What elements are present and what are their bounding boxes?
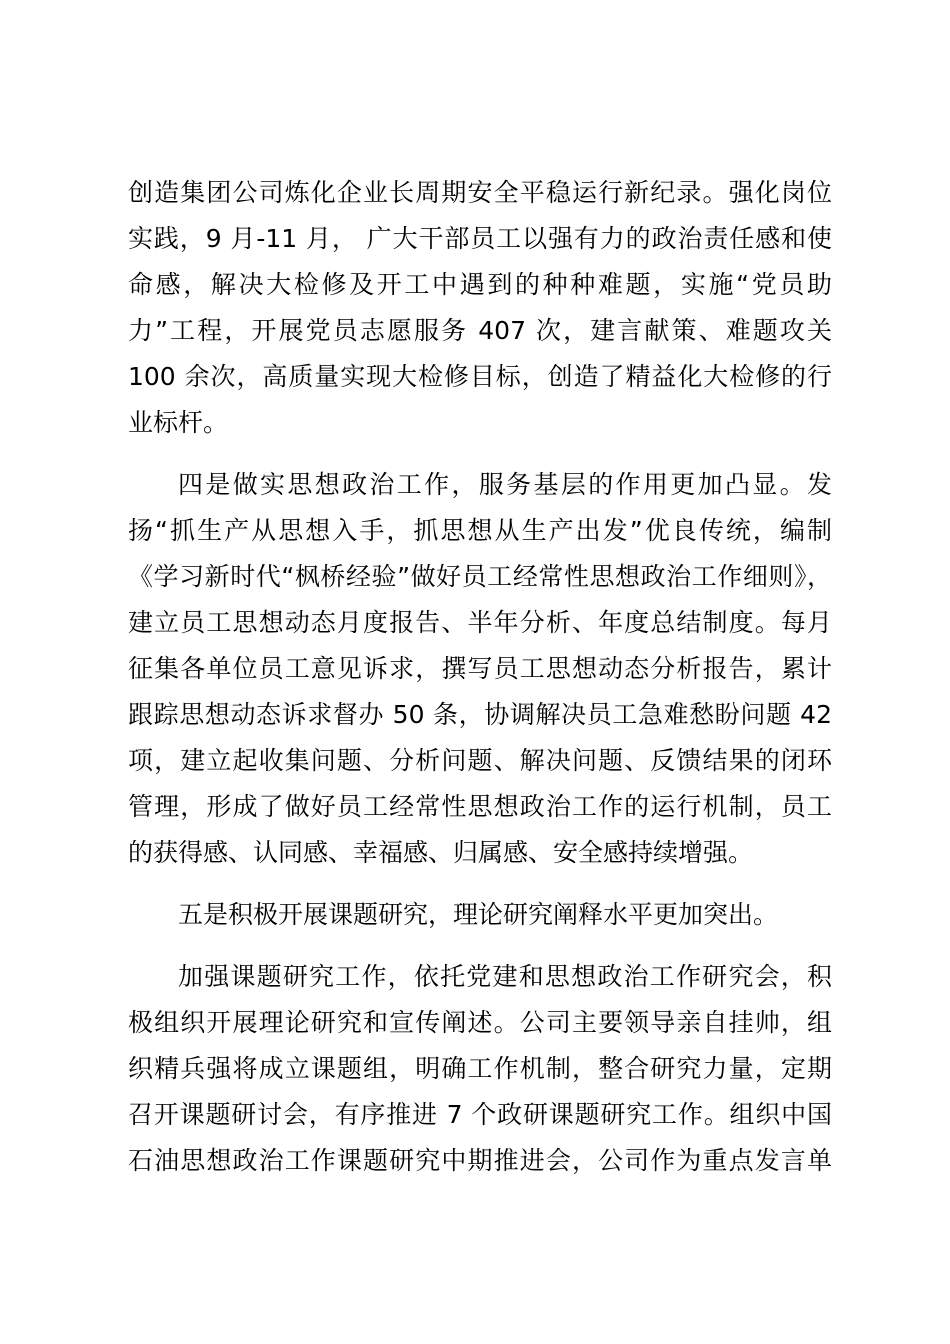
text-line: 业标杆。	[128, 408, 229, 437]
text-line: 创造集团公司炼化企业长周期安全平稳运行新纪录。强化岗位	[128, 178, 832, 207]
text-line: 扬“抓生产从思想入手，抓思想从生产出发”优良传统，编制	[128, 516, 832, 545]
text-line: 织精兵强将成立课题组，明确工作机制，整合研究力量，定期	[128, 1054, 832, 1083]
document-body	[128, 170, 832, 1184]
text-line: 命感，解决大检修及开工中遇到的种种难题，实施“党员助	[128, 270, 832, 299]
text-line: 四是做实思想政治工作，服务基层的作用更加凸显。发	[178, 470, 832, 499]
text-line: 加强课题研究工作，依托党建和思想政治工作研究会，积	[178, 962, 832, 991]
text-line: 实践，9 月-11 月， 广大干部员工以强有力的政治责任感和使	[128, 224, 832, 253]
text-line: 项，建立起收集问题、分析问题、解决问题、反馈结果的闭环	[128, 746, 832, 775]
paragraph-1	[128, 170, 832, 446]
text-line: 100 余次，高质量实现大检修目标，创造了精益化大检修的行	[128, 362, 832, 391]
text-line: 管理，形成了做好员工经常性思想政治工作的运行机制，员工	[128, 792, 832, 821]
text-line: 极组织开展理论研究和宣传阐述。公司主要领导亲自挂帅，组	[128, 1008, 832, 1037]
text-line: 建立员工思想动态月度报告、半年分析、年度总结制度。每月	[128, 608, 832, 637]
paragraph-4	[128, 954, 832, 1184]
text-line: 跟踪思想动态诉求督办 50 条，协调解决员工急难愁盼问题 42	[128, 700, 832, 729]
text-line: 召开课题研讨会，有序推进 7 个政研课题研究工作。组织中国	[128, 1100, 832, 1129]
text-line: 的获得感、认同感、幸福感、归属感、安全感持续增强。	[128, 838, 754, 867]
text-line: 石油思想政治工作课题研究中期推进会，公司作为重点发言单	[128, 1146, 832, 1175]
text-line: 力”工程，开展党员志愿服务 407 次，建言献策、难题攻关	[128, 316, 832, 345]
paragraph-2	[128, 462, 832, 876]
text-line: 《学习新时代“枫桥经验”做好员工经常性思想政治工作细则》，	[128, 562, 832, 591]
text-line: 征集各单位员工意见诉求，撰写员工思想动态分析报告，累计	[128, 654, 832, 683]
paragraph-3	[128, 892, 832, 938]
text-line: 五是积极开展课题研究，理论研究阐释水平更加突出。	[178, 900, 779, 929]
